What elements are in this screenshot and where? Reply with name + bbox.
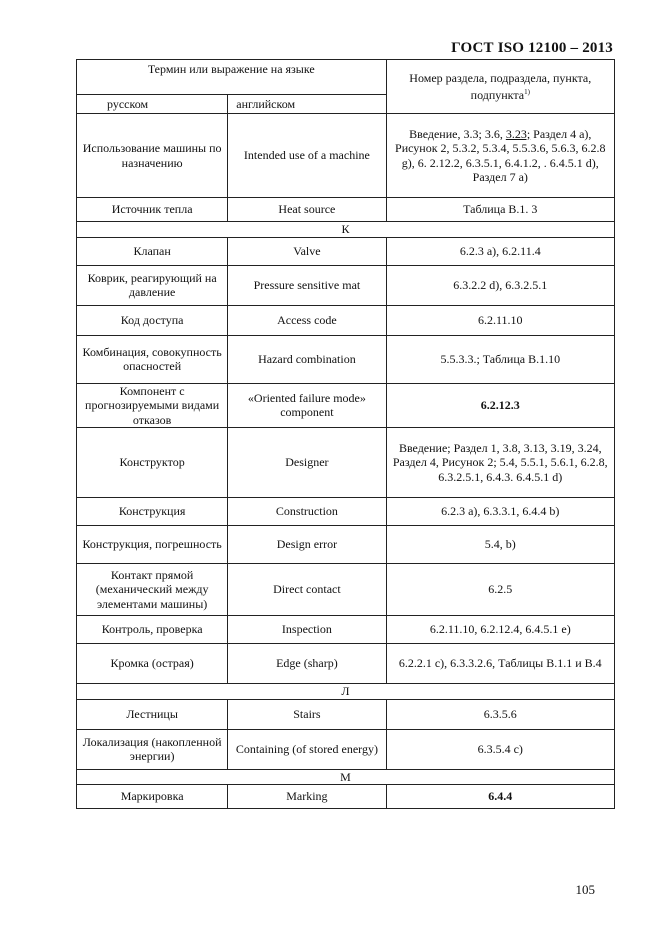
section-letter: Л	[77, 684, 615, 700]
reference-text: Введение, 3.3; 3.6,	[409, 126, 506, 141]
term-russian: Маркировка	[77, 785, 228, 809]
table-row	[77, 198, 615, 222]
table-row	[77, 335, 615, 383]
reference-cell: 6.2.2.1 с), 6.3.3.2.6, Таблицы В.1.1 и В.4	[386, 644, 614, 684]
footnote-marker: 1)	[524, 88, 530, 96]
reference-cell: 6.3.5.4 с)	[386, 729, 614, 769]
term-english: Hazard combination	[228, 335, 386, 383]
reference-cell: 6.2.5	[386, 564, 614, 616]
term-english: Containing (of stored energy)	[228, 729, 386, 769]
reference-cell: 6.2.3 а), 6.2.11.4	[386, 237, 614, 265]
term-english: Heat source	[228, 198, 386, 222]
glossary-table	[76, 59, 615, 809]
term-english: Direct contact	[228, 564, 386, 616]
reference-cell: Введение; Раздел 1, 3.8, 3.13, 3.19, 3.24, Раздел 4, Рисунок 2; 5.4, 5.5.1, 5.6.1, 6.2.8, 6.3.2.5.1, 6.4.3. 6.4.5.1 d)	[386, 428, 614, 498]
reference-cell: 6.4.4	[386, 785, 614, 809]
reference-header	[386, 60, 614, 114]
term-english: Designer	[228, 428, 386, 498]
term-russian: Кромка (острая)	[77, 644, 228, 684]
term-english: Stairs	[228, 699, 386, 729]
term-russian: Контакт прямой (механический между элементами машины)	[77, 564, 228, 616]
reference-underlined: 3.23;	[505, 126, 531, 141]
term-russian: Использование машины по назначению	[77, 114, 228, 198]
term-english: «Oriented failure mode» component	[228, 383, 386, 428]
term-russian: Компонент с прогнозируемыми видами отказов	[77, 383, 228, 428]
table-row	[77, 729, 615, 769]
table-row	[77, 383, 615, 428]
term-group-header: Термин или выражение на языке	[77, 60, 387, 95]
term-russian: Комбинация, совокупность опасностей	[77, 335, 228, 383]
page-number: 105	[575, 882, 595, 897]
term-russian: Контроль, проверка	[77, 616, 228, 644]
reference-cell: 6.2.3 а), 6.3.3.1, 6.4.4 b)	[386, 498, 614, 526]
reference-cell: 6.2.12.3	[386, 383, 614, 428]
reference-cell	[386, 114, 614, 198]
reference-cell: 6.2.11.10, 6.2.12.4, 6.4.5.1 е)	[386, 616, 614, 644]
table-row	[77, 564, 615, 616]
term-english: Intended use of a machine	[228, 114, 386, 198]
document-header: ГОСТ ISO 12100 – 2013	[451, 40, 613, 56]
table-row	[77, 644, 615, 684]
term-russian: Конструкция, погрешность	[77, 526, 228, 564]
table-row	[77, 237, 615, 265]
term-english: Pressure sensitive mat	[228, 265, 386, 305]
reference-cell: 5.4, b)	[386, 526, 614, 564]
term-english: Valve	[228, 237, 386, 265]
term-russian: Конструктор	[77, 428, 228, 498]
table-row	[77, 305, 615, 335]
table-row	[77, 699, 615, 729]
reference-cell: 6.2.11.10	[386, 305, 614, 335]
term-russian: Клапан	[77, 237, 228, 265]
table-row	[77, 498, 615, 526]
table-row	[77, 114, 615, 198]
term-english: Design error	[228, 526, 386, 564]
section-letter: М	[77, 769, 615, 785]
section-letter: К	[77, 222, 615, 238]
section-letter-row	[77, 684, 615, 700]
table-row	[77, 265, 615, 305]
term-english: Inspection	[228, 616, 386, 644]
table-row	[77, 785, 615, 809]
reference-cell: Таблица В.1. 3	[386, 198, 614, 222]
table-header-row	[77, 60, 615, 95]
term-english: Edge (sharp)	[228, 644, 386, 684]
russian-column-header: русском	[77, 95, 228, 114]
term-english: Access code	[228, 305, 386, 335]
reference-cell: 6.3.2.2 d), 6.3.2.5.1	[386, 265, 614, 305]
reference-cell: 5.5.3.3.; Таблица В.1.10	[386, 335, 614, 383]
table-row	[77, 428, 615, 498]
term-russian: Коврик, реагирующий на давление	[77, 265, 228, 305]
table-row	[77, 616, 615, 644]
reference-cell: 6.3.5.6	[386, 699, 614, 729]
term-russian: Конструкция	[77, 498, 228, 526]
term-russian: Источник тепла	[77, 198, 228, 222]
section-letter-row	[77, 769, 615, 785]
term-russian: Лестницы	[77, 699, 228, 729]
section-letter-row	[77, 222, 615, 238]
term-english: Construction	[228, 498, 386, 526]
term-english: Marking	[228, 785, 386, 809]
term-russian: Локализация (накопленной энергии)	[77, 729, 228, 769]
table-row	[77, 526, 615, 564]
reference-header-text: Номер раздела, подраздела, пункта, подпункта	[409, 70, 592, 102]
english-column-header: английском	[228, 95, 386, 114]
reference-text: Раздел 4 а), Рисунок 2, 5.3.2, 5.3.4, 5.5.3.6, 5.6.3, 6.2.8 g), 6. 2.12.2, 6.3.5.1, 6.4.1.2, . 6.4.5.1 d), Раздел 7 а)	[395, 126, 606, 184]
term-russian: Код доступа	[77, 305, 228, 335]
